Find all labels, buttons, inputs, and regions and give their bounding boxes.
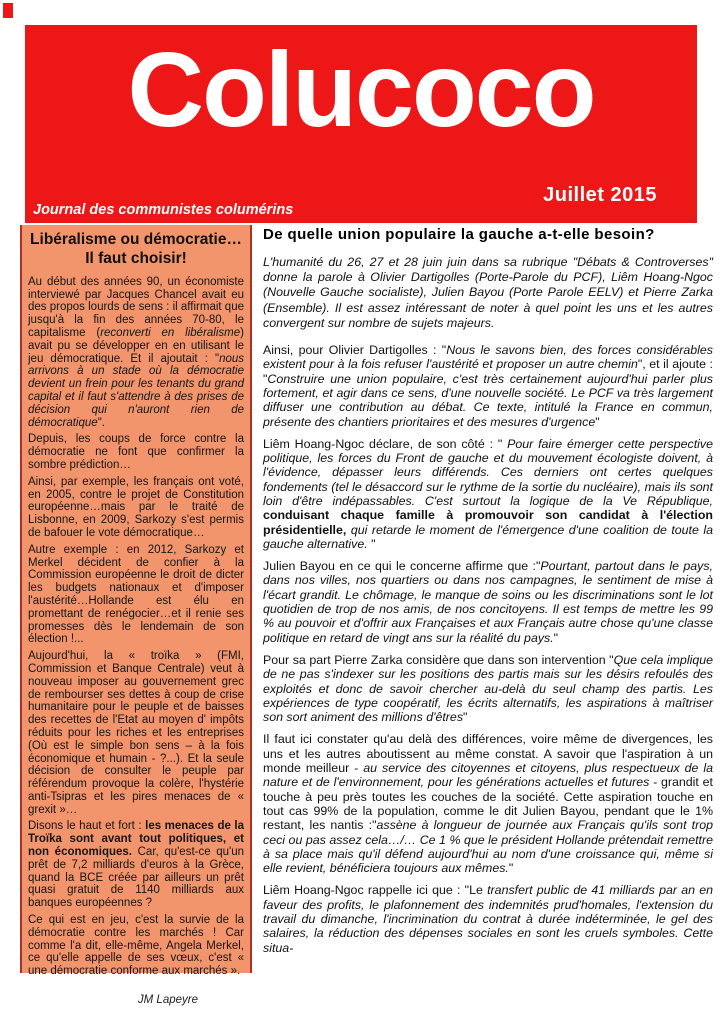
issue-date: Juillet 2015 xyxy=(543,184,657,206)
right-article-intro: L'humanité du 26, 27 et 28 juin juin dans sa rubrique "Débats & Controverses" donne la parole à Olivier Dartigolles (Porte-Parole du PCF), Liêm Hoang-Ngoc (Nouvelle Gauche socialiste), Julien Bayou (Porte Parole EELV) et Pierre Zarka (Ensemble). Il est assez intéressant de noter à quel point les uns et les autres convergent sur nombre de sujets majeurs. xyxy=(263,255,713,330)
left-article-panel xyxy=(20,225,252,1007)
paragraph: Depuis, les coups de force contre la démocratie ne font que confirmer la sombre prédiction… xyxy=(28,433,244,471)
paragraph: Ce qui est en jeu, c'est la survie de la démocratie contre les marchés ! Car comme l'a dit, elle-même, Angela Merkel, ce qu'elle appelle de ses vœux, c'est « une démocratie conforme aux marchés ». xyxy=(28,914,244,978)
left-article-title xyxy=(28,231,244,269)
left-title-line2: Il faut choisir! xyxy=(85,249,187,267)
paragraph: Disons le haut et fort : les menaces de la Troïka sont avant tout politiques, et non économiques. Car, qu'est-ce qu'un prêt de 7,2 milliards d'euros à la Grèce, quand la BCE créée par ailleurs un prêt quasi gratuit de 1140 milliards aux banques européennes ? xyxy=(28,820,245,910)
paragraph: Ainsi, pour Olivier Dartigolles : "Nous le savons bien, des forces considérables existent pour à la fois refuser l'austérité et proposer un autre chemin", et il ajoute : "Construire une union populaire, c'est très certainement aujourd'hui parler plus fortement, et agir dans ce sens, d'une nouvelle société. Le PCF va très largement diffuser une contribution au débat. Ce texte, intitulé la France en commun, présente des chantiers prioritaires et des mesures d'urgence" xyxy=(263,343,714,429)
right-article xyxy=(263,226,713,963)
corner-red-mark xyxy=(3,3,13,18)
left-article-body xyxy=(28,276,244,978)
paragraph: Pour sa part Pierre Zarka considère que dans son intervention "Que cela implique de ne pas s'indexer sur les positions des partis mais sur les désirs refoulés des exploités et donc de savoir chercher au-delà du seul champ des partis. Les expériences de type coopératif, les écrits alternatifs, les aspirations à maîtriser son sort animent des millions d'êtres" xyxy=(263,652,713,725)
paragraph: Ainsi, par exemple, les français ont voté, en 2005, contre le projet de Constitution européenne…mais par le traité de Lisbonne, en 2009, Sarkozy s'est permis de bafouer le vote démocratique… xyxy=(28,475,244,539)
author-signature: JM Lapeyre xyxy=(137,994,198,1007)
paragraph: Liêm Hoang-Ngoc déclare, de son côté : " Pour faire émerger cette perspective politique, les forces du Front de gauche et du mouvement écologiste doivent, à l'évidence, dépasser leurs différends. Ces derniers ont certes quelques fondements (tel le désaccord sur le rythme de la sortie du nucléaire), mais ils sont loin d'être indépassables. C'est surtout la logique de la Ve République, conduisant chaque famille à promouvoir son candidat à l'élection présidentielle, qui retarde le moment de l'émergence d'une coalition de toute la gauche alternative. " xyxy=(263,436,713,551)
left-title-line1: Libéralisme ou démocratie… xyxy=(30,231,242,248)
paragraph: Il faut ici constater qu'au delà des différences, voire même de divergences, les uns et les autres aboutissent au même constat. A savoir que l'aspiration à un monde meilleur - au service des citoyennes et citoyens, plus respectueux de la nature et de l'environnement, pour les générations actuelles et futures - grandit et touche à peu près toutes les couches de la société. Cette aspiration touche en tout cas 99% de la population, comme le dit Julien Bayou, pendant que le 1% restant, les nantis :"assène à longueur de journée aux Français qu'ils sont trop ceci ou pas assez cela…/… Ce 1 % que le président Hollande prétendait remettre à sa place mais qu'il défend aujourd'hui au nom d'une croissance qui, même si elle revient, bénéficiera toujours aux mêmes." xyxy=(263,732,713,876)
right-article-title: De quelle union populaire la gauche a-t-elle besoin? xyxy=(263,226,655,243)
paragraph: Autre exemple : en 2012, Sarkozy et Merkel décident de confier à la Commission européenne le droit de dicter les budgets nationaux et d'imposer l'austérité…Hollande est élu en promettant de renégocier…et il renie ses promesses dès le lendemain de son élection !... xyxy=(28,543,244,646)
journal-subtitle: Journal des communistes columérins xyxy=(33,202,294,218)
masthead-banner xyxy=(25,25,697,223)
newsletter-title: Colucoco xyxy=(127,31,595,149)
right-article-body xyxy=(263,343,713,955)
paragraph: Au début des années 90, un économiste interviewé par Jacques Chancel avait eu des propos lourds de sens : il affirmait que jusqu'à la fin des années 70-80, le capitalisme (reconverti en libéralisme) avait pu se développer en en utilisant le jeu démocratique. Et il ajoutait : "nous arrivons à un stade où la démocratie devient un frein pour les tenants du grand capital et il faut s'attendre à des prises de décision qui n'auront rien de démocratique". xyxy=(28,275,244,429)
paragraph: Julien Bayou en ce qui le concerne affirme que :"Pourtant, partout dans le pays, dans nos villes, nos quartiers ou dans nos campagnes, le sentiment de mise à l'écart grandit. Le chômage, le manque de soins ou les discriminations sont le lot quotidien de trop de nos amis, de nos concitoyens. Il est temps de mettre les 99 % au pouvoir et d'offrir aux Françaises et aux Français autre chose qu'une classe politique en retard de vingt ans sur la réalité du pays." xyxy=(263,559,713,645)
paragraph: Aujourd'hui, la « troïka » (FMI, Commission et Banque Centrale) veut à nouveau imposer au gouvernement grec de rembourser ses dettes à coup de crise humanitaire pour le peuple et de baisses des recettes de l'Etat au moyen d' impôts réduits pour les riches et les entreprises (Où est le simple bon sens – à la fois économique et humain - ?...). Et la seule décision de consulter le peuple par référendum provoque la colère, l'hystérie anti-Tsipras et les pires menaces de « grexit »… xyxy=(28,650,244,816)
paragraph: Liêm Hoang-Ngoc rappelle ici que : "Le transfert public de 41 milliards par an en faveur des profits, le plafonnement des indemnités prud'homales, l'extension du travail du dimanche, l'incrimination du contrat à durée indéterminée, le gel des salaires, la réduction des dépenses sociales en sont les cruels symboles. Cette situa- xyxy=(263,883,713,955)
